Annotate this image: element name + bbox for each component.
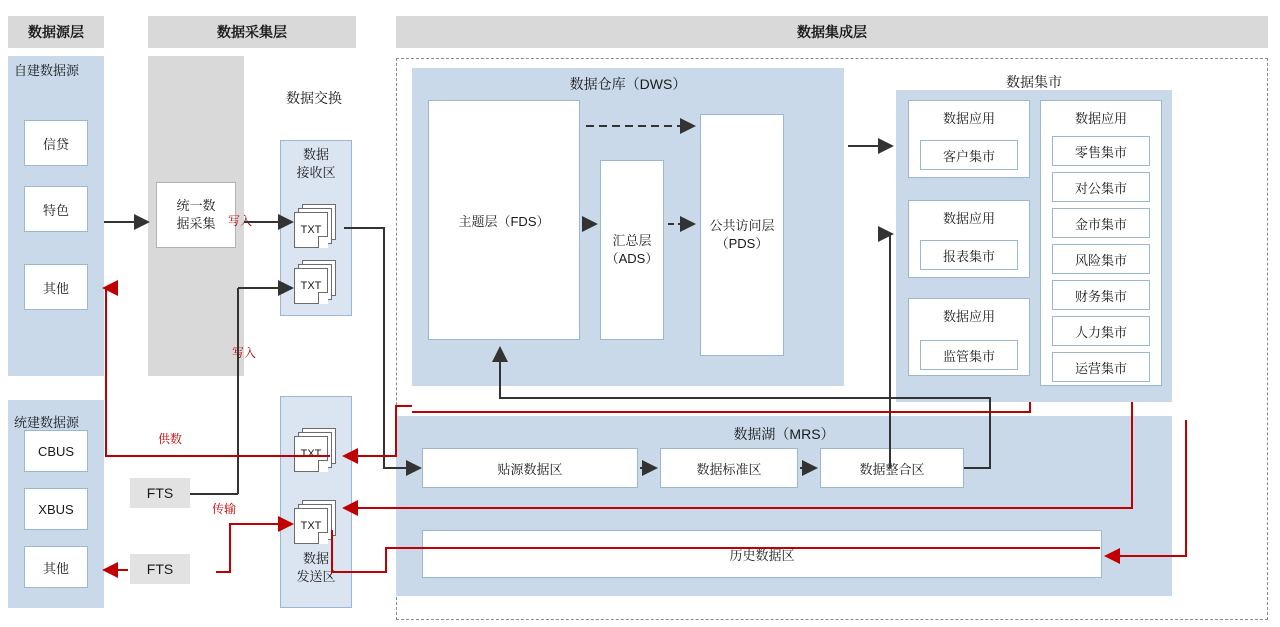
txt-icon-label: TXT xyxy=(300,224,322,236)
mart-item-finance[interactable]: 财务集市 xyxy=(1052,280,1150,310)
header-collect-layer: 数据采集层 xyxy=(148,16,356,48)
source-item-cbus[interactable]: CBUS xyxy=(24,430,88,472)
source-item-other-2[interactable]: 其他 xyxy=(24,546,88,588)
txt-file-icon-send-1[interactable] xyxy=(294,428,340,472)
label-receive-area: 数据 接收区 xyxy=(296,147,336,180)
mart-item-regulatory[interactable]: 监管集市 xyxy=(920,340,1018,370)
txt-fold-corner xyxy=(318,236,328,248)
dws-block-fds[interactable]: 主题层（FDS） xyxy=(428,100,580,340)
source-item-credit[interactable]: 信贷 xyxy=(24,120,88,166)
edge-label-write-2: 写入 xyxy=(232,346,257,360)
edge-label-transfer: 传输 xyxy=(212,502,237,516)
fts-button-2[interactable]: FTS xyxy=(130,554,190,584)
lake-block-raw[interactable]: 贴源数据区 xyxy=(422,448,638,488)
lake-block-standard[interactable]: 数据标准区 xyxy=(660,448,798,488)
header-integration-layer: 数据集成层 xyxy=(396,16,1268,48)
mart-item-money-market[interactable]: 金市集市 xyxy=(1052,208,1150,238)
mart-item-report[interactable]: 报表集市 xyxy=(920,240,1018,270)
mart-group-1-title: 数据应用 xyxy=(942,111,995,126)
txt-fold-corner xyxy=(318,460,328,472)
fts-button-1[interactable]: FTS xyxy=(130,478,190,508)
unified-collect-box[interactable]: 统一数 据采集 xyxy=(156,182,236,248)
mart-item-hr[interactable]: 人力集市 xyxy=(1052,316,1150,346)
mart-group-4-title: 数据应用 xyxy=(1074,111,1127,126)
lake-block-integrated[interactable]: 数据整合区 xyxy=(820,448,964,488)
mart-group-2-title: 数据应用 xyxy=(942,211,995,226)
txt-file-icon-send-2[interactable] xyxy=(294,500,340,544)
lake-block-history[interactable]: 历史数据区 xyxy=(422,530,1102,578)
source-item-other[interactable]: 其他 xyxy=(24,264,88,310)
txt-icon-label: TXT xyxy=(300,280,322,292)
txt-fold-corner xyxy=(318,532,328,544)
dws-block-ads[interactable]: 汇总层 （ADS） xyxy=(600,160,664,340)
dws-block-pds[interactable]: 公共访问层 （PDS） xyxy=(700,114,784,356)
label-data-exchange: 数据交换 xyxy=(286,90,342,106)
title-data-mart: 数据集市 xyxy=(1006,74,1062,90)
label-send-area: 数据 发送区 xyxy=(296,551,336,584)
source-item-xbus[interactable]: XBUS xyxy=(24,488,88,530)
mart-item-risk[interactable]: 风险集市 xyxy=(1052,244,1150,274)
txt-icon-label: TXT xyxy=(300,520,322,532)
mart-item-operations[interactable]: 运营集市 xyxy=(1052,352,1150,382)
txt-fold-corner xyxy=(318,292,328,304)
edge-label-write-1: 写入 xyxy=(228,214,253,228)
txt-file-icon-receive-2[interactable] xyxy=(294,260,340,304)
txt-file-icon-receive-1[interactable] xyxy=(294,204,340,248)
source-item-feature[interactable]: 特色 xyxy=(24,186,88,232)
mart-item-retail[interactable]: 零售集市 xyxy=(1052,136,1150,166)
header-source-layer: 数据源层 xyxy=(8,16,104,48)
label-unified-built-source: 统建数据源 xyxy=(14,415,80,430)
txt-icon-label: TXT xyxy=(300,448,322,460)
mart-item-customer[interactable]: 客户集市 xyxy=(920,140,1018,170)
mart-item-corporate[interactable]: 对公集市 xyxy=(1052,172,1150,202)
title-data-lake: 数据湖（MRS） xyxy=(733,426,835,442)
title-dws: 数据仓库（DWS） xyxy=(569,76,687,92)
label-self-built-source: 自建数据源 xyxy=(14,63,80,78)
edge-label-supply: 供数 xyxy=(158,432,183,446)
mart-group-3-title: 数据应用 xyxy=(942,309,995,324)
